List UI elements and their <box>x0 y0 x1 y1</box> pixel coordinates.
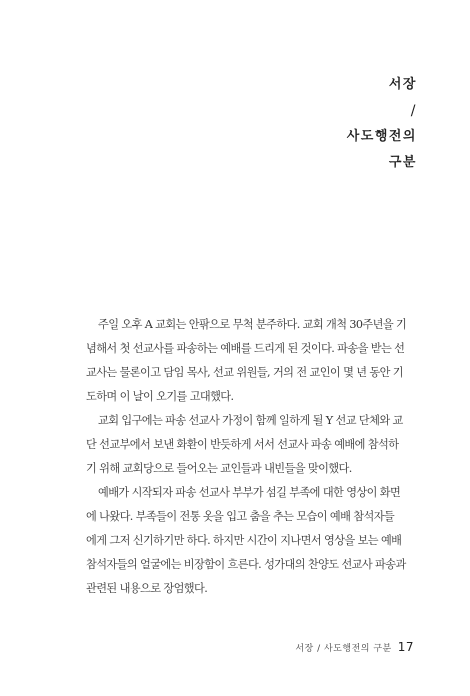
text-line: 주일 오후 A 교회는 안팎으로 무척 분주하다. 교회 개척 30주년을 기 <box>98 318 407 331</box>
page-footer <box>295 640 414 654</box>
text-line: 참석자들의 얼굴에는 비장함이 흐른다. 성가대의 찬양도 선교사 파송과 <box>86 558 406 571</box>
text-line: 교사는 물론이고 담임 목사, 선교 위원들, 거의 전 교인이 몇 년 동안 기 <box>86 366 403 379</box>
chapter-heading <box>347 72 417 176</box>
heading-divider: / <box>410 103 417 119</box>
text-line: 교회 입구에는 파송 선교사 가정이 함께 일하게 될 Y 선교 단체와 교 <box>98 414 403 427</box>
chapter-title-line-1: 사도행전의 <box>346 129 417 144</box>
text-line: 예배가 시작되자 파송 선교사 부부가 섬길 부족에 대한 영상이 화면 <box>98 486 401 499</box>
text-line: 기 위해 교회당으로 들어오는 교인들과 내빈들을 맞이했다. <box>86 462 352 475</box>
text-line: 에게 그저 신기하기만 하다. 하지만 시간이 지나면서 영상을 보는 예배 <box>86 534 402 547</box>
text-line: 단 선교부에서 보낸 화환이 반듯하게 서서 선교사 파송 예배에 참석하 <box>86 438 399 451</box>
text-line: 도하며 이 날이 오기를 고대했다. <box>86 390 234 403</box>
chapter-title-line-2: 구분 <box>388 155 417 170</box>
text-line: 념해서 첫 선교사를 파송하는 예배를 드리게 된 것이다. 파송을 받는 선 <box>86 342 405 355</box>
running-head: 서장 / 사도행전의 구분 <box>295 644 392 654</box>
chapter-label: 서장 <box>388 77 417 92</box>
page-number: 17 <box>397 640 414 654</box>
text-line: 관련된 내용으로 장엄했다. <box>86 582 208 595</box>
text-line: 에 나왔다. 부족들이 전통 옷을 입고 춤을 추는 모습이 예배 참석자들 <box>86 510 395 523</box>
body-text <box>86 313 418 601</box>
